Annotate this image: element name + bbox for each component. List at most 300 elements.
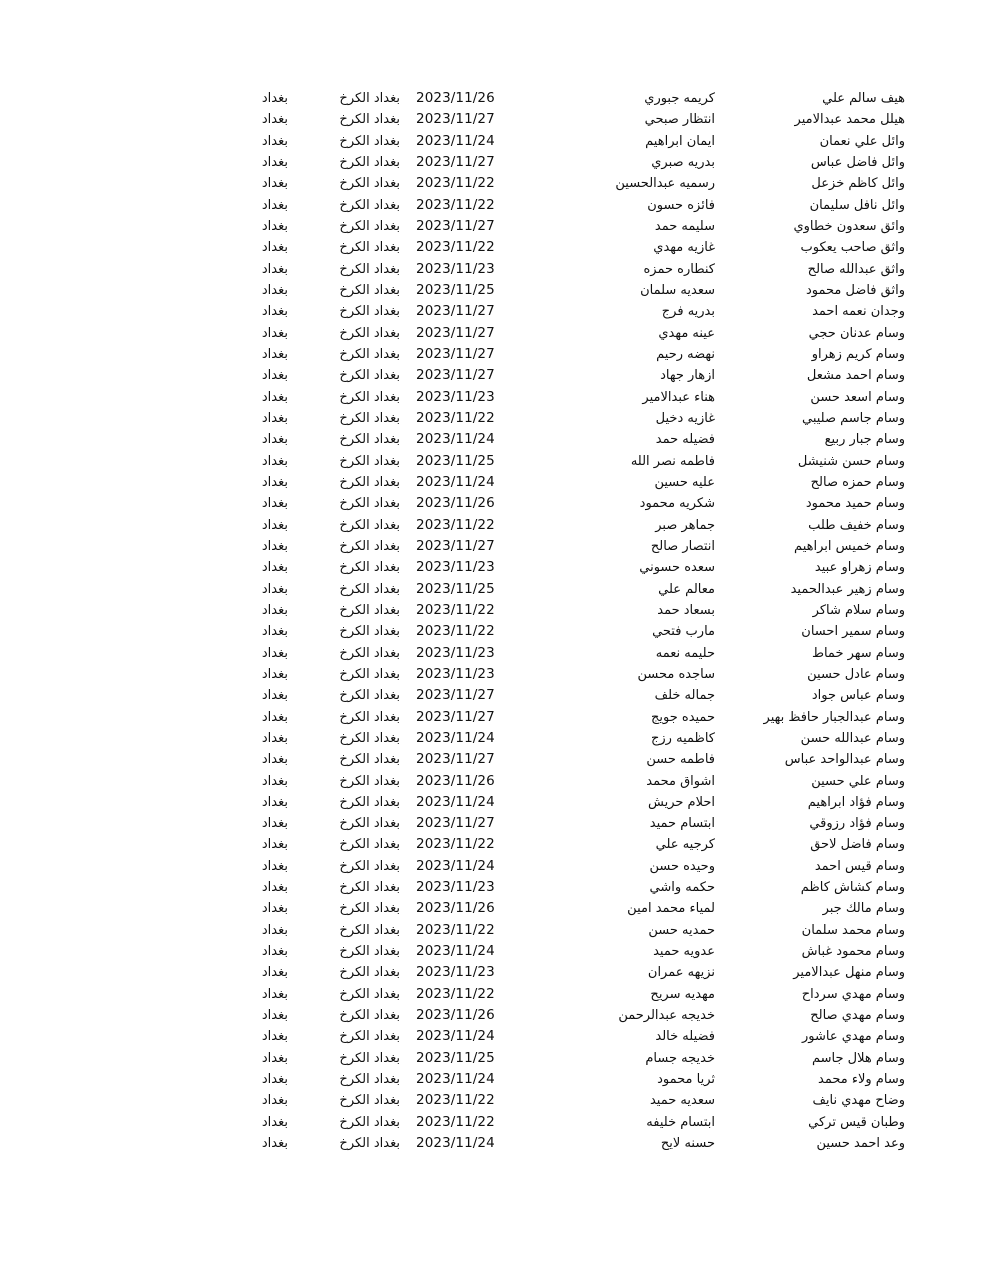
province: بغداد — [261, 261, 288, 277]
date: 2023/11/24 — [416, 793, 495, 810]
table-row — [240, 898, 920, 919]
mother-name: وحيده حسن — [649, 858, 715, 874]
table-row — [240, 109, 920, 130]
province: بغداد — [261, 645, 288, 661]
table-row — [240, 707, 920, 728]
district: بغداد الكرخ — [339, 112, 400, 128]
province: بغداد — [261, 688, 288, 704]
person-name: وسام فؤاد ابراهيم — [807, 794, 905, 810]
person-name: وسام كشاش كاظم — [800, 880, 905, 896]
district: بغداد الكرخ — [339, 154, 400, 170]
province: بغداد — [261, 91, 288, 106]
person-name: وائق سعدون خطاوي — [793, 218, 905, 234]
province: بغداد — [261, 816, 288, 832]
person-name: وضاح مهدي نايف — [812, 1093, 905, 1109]
person-name: وسام علي حسين — [811, 773, 905, 789]
date: 2023/11/23 — [416, 964, 495, 981]
district: بغداد الكرخ — [339, 560, 400, 576]
district: بغداد الكرخ — [339, 368, 400, 384]
mother-name: عليه حسين — [654, 474, 715, 490]
person-name: وسام عبدالله حسن — [800, 730, 905, 746]
person-name: وعد احمد حسين — [816, 1136, 905, 1152]
mother-name: ابتسام حميد — [649, 816, 715, 832]
date: 2023/11/25 — [416, 452, 495, 469]
table-row — [240, 984, 920, 1005]
table-row — [240, 365, 920, 386]
mother-name: بدريه فرج — [661, 304, 715, 320]
table-row — [240, 408, 920, 429]
province: بغداد — [261, 858, 288, 874]
person-name: وسام جاسم صليبي — [801, 410, 905, 426]
person-name: وسام فاضل لاحق — [810, 837, 905, 853]
district: بغداد الكرخ — [339, 730, 400, 746]
district: بغداد الكرخ — [339, 346, 400, 362]
district: بغداد الكرخ — [339, 1008, 400, 1024]
date: 2023/11/27 — [416, 324, 495, 341]
district: بغداد الكرخ — [339, 901, 400, 917]
mother-name: حسنه لايح — [660, 1136, 715, 1152]
date: 2023/11/25 — [416, 580, 495, 597]
province: بغداد — [261, 176, 288, 192]
mother-name: شكريه محمود — [639, 496, 715, 512]
date: 2023/11/24 — [416, 431, 495, 448]
province: بغداد — [261, 197, 288, 213]
province: بغداد — [261, 752, 288, 768]
date: 2023/11/24 — [416, 857, 495, 874]
mother-name: رسميه عبدالحسين — [615, 176, 715, 192]
district: بغداد الكرخ — [339, 91, 400, 106]
mother-name: ثريا محمود — [657, 1072, 715, 1088]
table-row — [240, 579, 920, 600]
mother-name: كريمه جبوري — [644, 91, 715, 106]
table-row — [240, 941, 920, 962]
district: بغداد الكرخ — [339, 581, 400, 597]
district: بغداد الكرخ — [339, 218, 400, 234]
person-name: وسام اسعد حسن — [810, 389, 905, 405]
province: بغداد — [261, 730, 288, 746]
person-name: هيف سالم علي — [822, 91, 905, 106]
district: بغداد الكرخ — [339, 176, 400, 192]
date: 2023/11/23 — [416, 559, 495, 576]
date: 2023/11/23 — [416, 665, 495, 682]
district: بغداد الكرخ — [339, 517, 400, 533]
table-row — [240, 323, 920, 344]
province: بغداد — [261, 1072, 288, 1088]
date: 2023/11/24 — [416, 1135, 495, 1152]
date: 2023/11/22 — [416, 601, 495, 618]
mother-name: اشواق محمد — [646, 773, 715, 789]
person-name: واثق فاضل محمود — [805, 282, 905, 298]
mother-name: كرجيه علي — [655, 837, 715, 853]
mother-name: فضيله خالد — [655, 1029, 715, 1045]
province: بغداد — [261, 410, 288, 426]
person-name: وسام حمزه صالح — [810, 474, 905, 490]
person-name: وائل نافل سليمان — [809, 197, 905, 213]
district: بغداد الكرخ — [339, 645, 400, 661]
table-row — [240, 920, 920, 941]
table-row — [240, 1090, 920, 1111]
province: بغداد — [261, 474, 288, 490]
province: بغداد — [261, 538, 288, 554]
person-name: وسام سلام شاكر — [812, 602, 905, 618]
person-name: وسام جبار ربيع — [824, 432, 905, 448]
district: بغداد الكرخ — [339, 752, 400, 768]
mother-name: سعديه سلمان — [640, 282, 715, 298]
district: بغداد الكرخ — [339, 816, 400, 832]
province: بغداد — [261, 666, 288, 682]
table-row — [240, 301, 920, 322]
date: 2023/11/22 — [416, 239, 495, 256]
date: 2023/11/22 — [416, 175, 495, 192]
table-row — [240, 493, 920, 514]
district: بغداد الكرخ — [339, 837, 400, 853]
date: 2023/11/26 — [416, 495, 495, 512]
person-name: وسام حسن شنيشل — [797, 453, 905, 469]
table-row — [240, 600, 920, 621]
date: 2023/11/22 — [416, 921, 495, 938]
date: 2023/11/24 — [416, 1028, 495, 1045]
mother-name: ازهار جهاد — [660, 368, 715, 384]
person-name: وسام عدنان حجي — [808, 325, 905, 341]
date: 2023/11/22 — [416, 516, 495, 533]
district: بغداد الكرخ — [339, 261, 400, 277]
date: 2023/11/27 — [416, 303, 495, 320]
table-row — [240, 856, 920, 877]
mother-name: عدويه حميد — [653, 944, 715, 960]
table-row — [240, 259, 920, 280]
date: 2023/11/27 — [416, 751, 495, 768]
person-name: وسام عبدالجبار حافظ بهير — [763, 709, 905, 725]
person-name: وسام مهدي عاشور — [801, 1029, 905, 1045]
date: 2023/11/24 — [416, 729, 495, 746]
names-table — [240, 88, 920, 1154]
province: بغداد — [261, 602, 288, 618]
district: بغداد الكرخ — [339, 1136, 400, 1152]
person-name: وسام كريم زهراو — [811, 346, 905, 362]
mother-name: غازيه مهدي — [653, 240, 715, 256]
district: بغداد الكرخ — [339, 1072, 400, 1088]
person-name: واثق عبدالله صالح — [807, 261, 905, 277]
mother-name: ابتسام خليفه — [646, 1114, 715, 1130]
mother-name: عينه مهدي — [658, 325, 715, 341]
district: بغداد الكرخ — [339, 282, 400, 298]
person-name: وسام منهل عبدالامير — [793, 965, 905, 981]
table-row — [240, 152, 920, 173]
district: بغداد الكرخ — [339, 944, 400, 960]
province: بغداد — [261, 282, 288, 298]
date: 2023/11/26 — [416, 90, 495, 106]
mother-name: ايمان ابراهيم — [645, 133, 715, 149]
province: بغداد — [261, 453, 288, 469]
district: بغداد الكرخ — [339, 538, 400, 554]
table-row — [240, 877, 920, 898]
mother-name: حليمه نعمه — [655, 645, 715, 661]
mother-name: هناء عبدالامير — [642, 389, 715, 405]
province: بغداد — [261, 496, 288, 512]
table-row — [240, 515, 920, 536]
district: بغداد الكرخ — [339, 453, 400, 469]
person-name: وجدان نعمه احمد — [812, 304, 905, 320]
date: 2023/11/22 — [416, 623, 495, 640]
person-name: وسام قيس احمد — [814, 858, 905, 874]
province: بغداد — [261, 325, 288, 341]
province: بغداد — [261, 304, 288, 320]
district: بغداد الكرخ — [339, 922, 400, 938]
mother-name: غازيه دخيل — [655, 410, 715, 426]
date: 2023/11/24 — [416, 473, 495, 490]
district: بغداد الكرخ — [339, 666, 400, 682]
table-row — [240, 344, 920, 365]
mother-name: فاطمه حسن — [646, 752, 715, 768]
table-row — [240, 1048, 920, 1069]
person-name: وسام احمد مشعل — [806, 368, 905, 384]
date: 2023/11/25 — [416, 281, 495, 298]
table-row — [240, 664, 920, 685]
table-row — [240, 1133, 920, 1154]
mother-name: كاظميه رزج — [651, 730, 715, 746]
province: بغداد — [261, 581, 288, 597]
date: 2023/11/27 — [416, 217, 495, 234]
province: بغداد — [261, 986, 288, 1002]
district: بغداد الكرخ — [339, 1093, 400, 1109]
date: 2023/11/23 — [416, 388, 495, 405]
mother-name: نزيهه عمران — [647, 965, 715, 981]
district: بغداد الكرخ — [339, 389, 400, 405]
date: 2023/11/22 — [416, 1092, 495, 1109]
date: 2023/11/27 — [416, 367, 495, 384]
mother-name: مارب فتحي — [652, 624, 715, 640]
district: بغداد الكرخ — [339, 986, 400, 1002]
table-row — [240, 643, 920, 664]
date: 2023/11/27 — [416, 111, 495, 128]
table-row — [240, 685, 920, 706]
mother-name: كنطاره حمزه — [643, 261, 715, 277]
mother-name: نهضه رحيم — [656, 346, 715, 362]
district: بغداد الكرخ — [339, 325, 400, 341]
mother-name: حمديه حسن — [648, 922, 715, 938]
mother-name: انتظار صبحي — [644, 112, 715, 128]
date: 2023/11/26 — [416, 772, 495, 789]
mother-name: احلام حريش — [648, 794, 715, 810]
province: بغداد — [261, 965, 288, 981]
date: 2023/11/22 — [416, 1113, 495, 1130]
person-name: وسام سمير احسان — [801, 624, 905, 640]
table-row — [240, 557, 920, 578]
table-row — [240, 621, 920, 642]
province: بغداد — [261, 389, 288, 405]
province: بغداد — [261, 901, 288, 917]
mother-name: مهديه سريح — [650, 986, 715, 1002]
table-row — [240, 237, 920, 258]
district: بغداد الكرخ — [339, 858, 400, 874]
date: 2023/11/22 — [416, 836, 495, 853]
date: 2023/11/25 — [416, 1049, 495, 1066]
table-row — [240, 749, 920, 770]
table-row — [240, 1069, 920, 1090]
date: 2023/11/22 — [416, 985, 495, 1002]
district: بغداد الكرخ — [339, 240, 400, 256]
mother-name: انتصار صالح — [650, 538, 715, 554]
date: 2023/11/23 — [416, 260, 495, 277]
district: بغداد الكرخ — [339, 624, 400, 640]
district: بغداد الكرخ — [339, 602, 400, 618]
person-name: واثق صاحب يعكوب — [800, 240, 905, 256]
date: 2023/11/27 — [416, 687, 495, 704]
person-name: وائل كاظم خزعل — [811, 176, 905, 192]
table-row — [240, 216, 920, 237]
district: بغداد الكرخ — [339, 1029, 400, 1045]
province: بغداد — [261, 133, 288, 149]
person-name: وسام خميس ابراهيم — [794, 538, 905, 554]
mother-name: ساجده محسن — [637, 666, 715, 682]
district: بغداد الكرخ — [339, 709, 400, 725]
date: 2023/11/27 — [416, 537, 495, 554]
date: 2023/11/27 — [416, 708, 495, 725]
mother-name: سعده حسوني — [639, 560, 715, 576]
date: 2023/11/26 — [416, 1007, 495, 1024]
province: بغداد — [261, 432, 288, 448]
table-row — [240, 429, 920, 450]
table-row — [240, 131, 920, 152]
district: بغداد الكرخ — [339, 794, 400, 810]
person-name: وسام مهدي سرداح — [801, 986, 905, 1002]
person-name: وسام ولاء محمد — [818, 1072, 905, 1088]
province: بغداد — [261, 1136, 288, 1152]
district: بغداد الكرخ — [339, 474, 400, 490]
date: 2023/11/23 — [416, 644, 495, 661]
table-row — [240, 387, 920, 408]
province: بغداد — [261, 794, 288, 810]
date: 2023/11/23 — [416, 879, 495, 896]
date: 2023/11/26 — [416, 900, 495, 917]
table-row — [240, 1005, 920, 1026]
mother-name: جماله خلف — [654, 688, 715, 704]
person-name: وسام خفيف طلب — [808, 517, 905, 533]
person-name: وطبان قيس تركي — [808, 1114, 905, 1130]
table-row — [240, 834, 920, 855]
province: بغداد — [261, 1008, 288, 1024]
mother-name: جماهر صبر — [655, 517, 715, 533]
table-row — [240, 173, 920, 194]
date: 2023/11/27 — [416, 153, 495, 170]
province: بغداد — [261, 346, 288, 362]
person-name: وسام مهدي صالح — [810, 1008, 905, 1024]
mother-name: خديجه جسام — [645, 1050, 715, 1066]
table-row — [240, 88, 920, 109]
person-name: وسام حميد محمود — [805, 496, 905, 512]
district: بغداد الكرخ — [339, 304, 400, 320]
mother-name: بدريه صبري — [651, 154, 715, 170]
district: بغداد الكرخ — [339, 1050, 400, 1066]
table-row — [240, 728, 920, 749]
mother-name: سليمه حمد — [654, 218, 715, 234]
date: 2023/11/27 — [416, 345, 495, 362]
table-row — [240, 813, 920, 834]
province: بغداد — [261, 1093, 288, 1109]
district: بغداد الكرخ — [339, 133, 400, 149]
person-name: وسام زهير عبدالحميد — [790, 581, 905, 597]
table-row — [240, 792, 920, 813]
province: بغداد — [261, 1114, 288, 1130]
person-name: وائل علي نعمان — [819, 133, 905, 149]
province: بغداد — [261, 624, 288, 640]
person-name: وسام عباس جواد — [811, 688, 905, 704]
person-name: وسام محمود غباش — [801, 944, 905, 960]
mother-name: سعديه حميد — [649, 1093, 715, 1109]
district: بغداد الكرخ — [339, 1114, 400, 1130]
mother-name: حكمه واشي — [649, 880, 715, 896]
mother-name: فاطمه نصر الله — [630, 453, 715, 469]
province: بغداد — [261, 240, 288, 256]
date: 2023/11/27 — [416, 815, 495, 832]
table-row — [240, 1112, 920, 1133]
person-name: وسام محمد سلمان — [801, 922, 905, 938]
person-name: وسام زهراو عبيد — [814, 560, 905, 576]
province: بغداد — [261, 922, 288, 938]
district: بغداد الكرخ — [339, 965, 400, 981]
mother-name: بسعاد حمد — [657, 602, 715, 618]
table-row — [240, 472, 920, 493]
province: بغداد — [261, 218, 288, 234]
mother-name: خديجه عبدالرحمن — [618, 1008, 715, 1024]
table-row — [240, 771, 920, 792]
date: 2023/11/22 — [416, 409, 495, 426]
province: بغداد — [261, 773, 288, 789]
person-name: وائل فاضل عباس — [810, 154, 905, 170]
table-row — [240, 536, 920, 557]
province: بغداد — [261, 1050, 288, 1066]
mother-name: حميده جويج — [650, 709, 715, 725]
table-row — [240, 962, 920, 983]
person-name: وسام هلال جاسم — [811, 1050, 905, 1066]
mother-name: فضيله حمد — [655, 432, 715, 448]
person-name: وسام عبدالواحد عباس — [784, 752, 905, 768]
date: 2023/11/24 — [416, 132, 495, 149]
province: بغداد — [261, 944, 288, 960]
table-row — [240, 280, 920, 301]
date: 2023/11/24 — [416, 943, 495, 960]
person-name: وسام سهر خماط — [811, 645, 905, 661]
district: بغداد الكرخ — [339, 880, 400, 896]
mother-name: فائزه حسون — [647, 197, 715, 213]
table-row — [240, 1026, 920, 1047]
province: بغداد — [261, 517, 288, 533]
province: بغداد — [261, 837, 288, 853]
person-name: وسام عادل حسين — [807, 666, 905, 682]
province: بغداد — [261, 709, 288, 725]
date: 2023/11/24 — [416, 1071, 495, 1088]
person-name: هيلل محمد عبدالامير — [794, 112, 905, 128]
district: بغداد الكرخ — [339, 688, 400, 704]
province: بغداد — [261, 112, 288, 128]
district: بغداد الكرخ — [339, 496, 400, 512]
table-row — [240, 451, 920, 472]
person-name: وسام مالك جبر — [822, 901, 905, 917]
person-name: وسام فؤاد رزوقي — [809, 816, 905, 832]
province: بغداد — [261, 560, 288, 576]
table-row — [240, 195, 920, 216]
province: بغداد — [261, 154, 288, 170]
province: بغداد — [261, 1029, 288, 1045]
district: بغداد الكرخ — [339, 197, 400, 213]
province: بغداد — [261, 880, 288, 896]
district: بغداد الكرخ — [339, 432, 400, 448]
mother-name: معالم علي — [658, 581, 715, 597]
date: 2023/11/22 — [416, 196, 495, 213]
district: بغداد الكرخ — [339, 773, 400, 789]
district: بغداد الكرخ — [339, 410, 400, 426]
province: بغداد — [261, 368, 288, 384]
